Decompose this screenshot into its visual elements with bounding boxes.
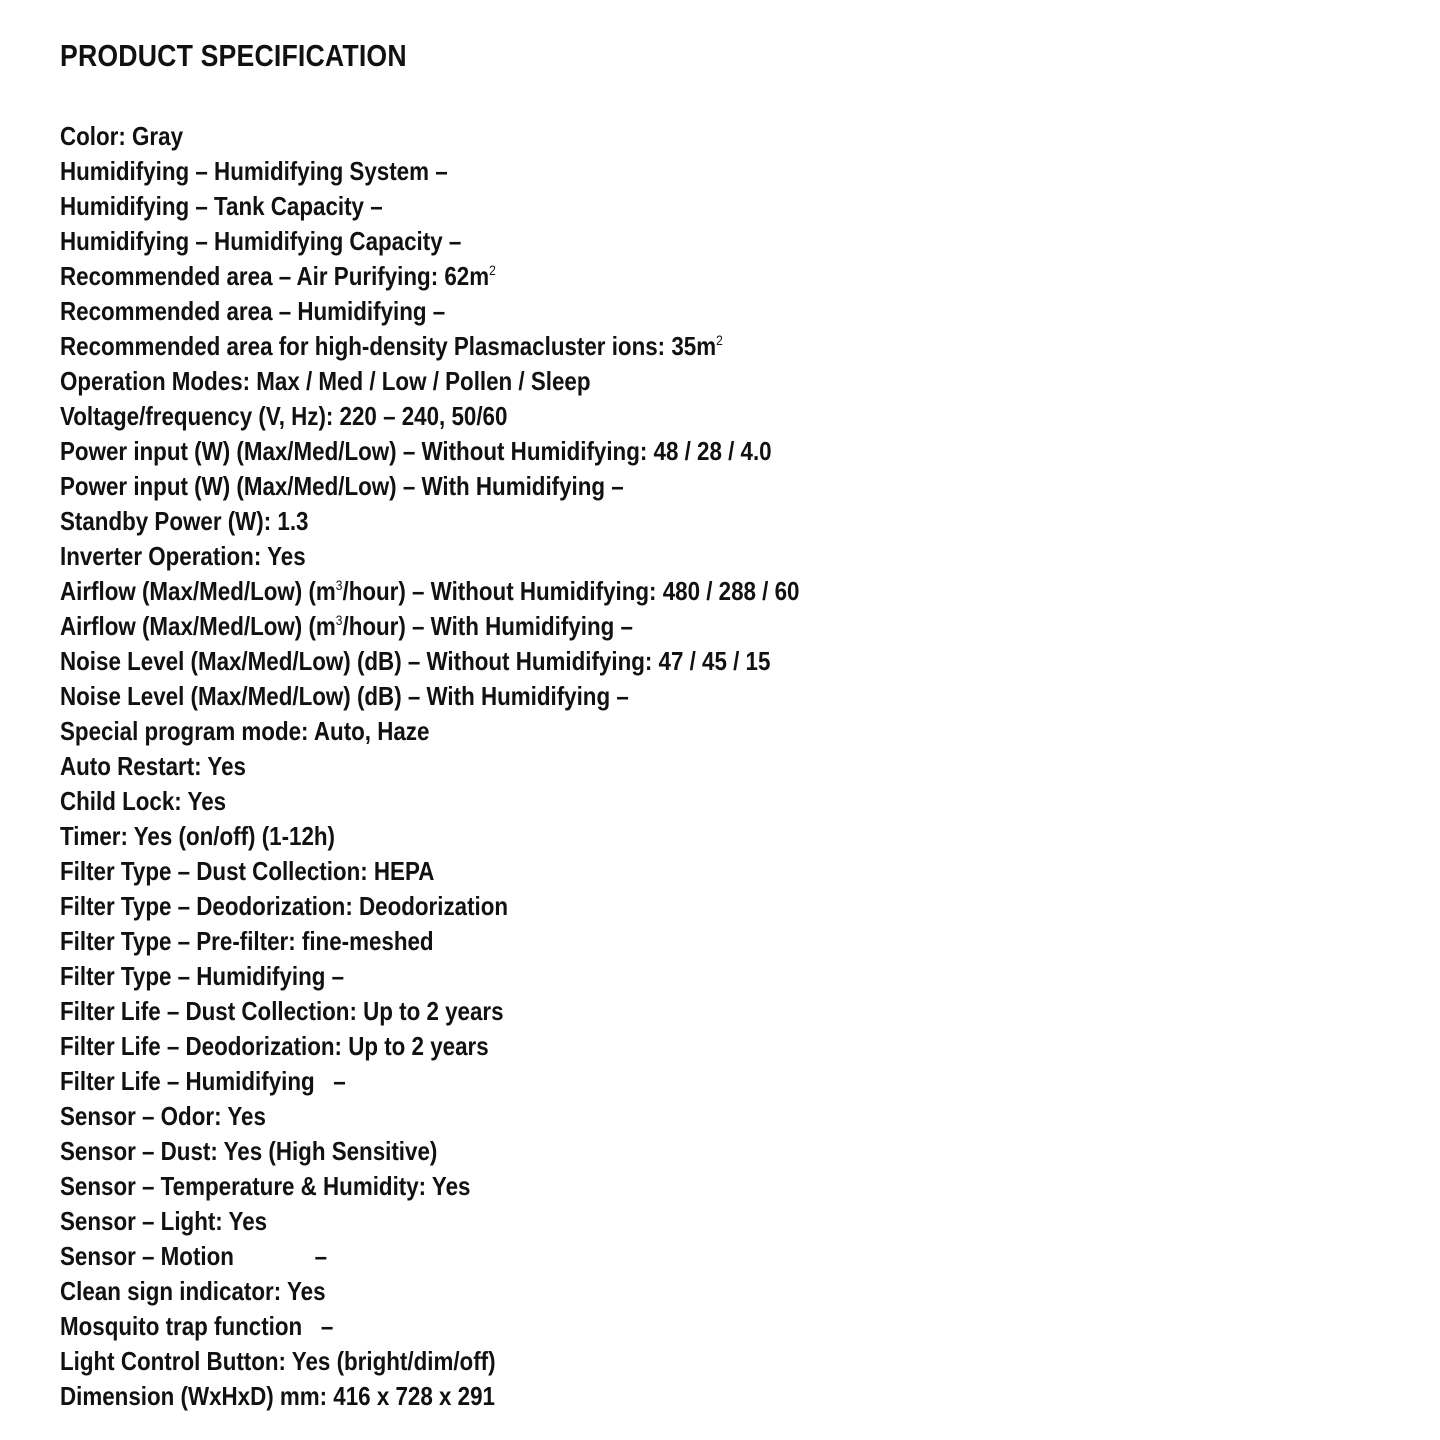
spec-item	[60, 399, 799, 434]
spec-text: Auto Restart: Yes	[60, 751, 246, 781]
spec-item	[60, 1239, 799, 1274]
spec-item	[60, 1099, 799, 1134]
page-title: PRODUCT SPECIFICATION	[60, 38, 407, 73]
spec-text-continued: /hour) – With Humidifying –	[342, 611, 633, 641]
spec-text: Filter Type – Humidifying –	[60, 961, 345, 991]
spec-text: Child Lock: Yes	[60, 786, 227, 816]
spec-text: Humidifying – Tank Capacity –	[60, 191, 383, 221]
spec-text: Sensor – Light: Yes	[60, 1206, 268, 1236]
spec-item	[60, 1274, 799, 1309]
spec-item	[60, 819, 799, 854]
spec-item	[60, 469, 799, 504]
spec-item	[60, 714, 799, 749]
spec-text: Filter Life – Deodorization: Up to 2 years	[60, 1031, 489, 1061]
spec-item	[60, 539, 799, 574]
spec-item	[60, 1204, 799, 1239]
spec-item	[60, 329, 799, 364]
spec-item	[60, 1064, 799, 1099]
spec-text: Clean sign indicator: Yes	[60, 1276, 326, 1306]
spec-item	[60, 1134, 799, 1169]
spec-item	[60, 1169, 799, 1204]
spec-item	[60, 644, 799, 679]
spec-text: Airflow (Max/Med/Low) (m	[60, 576, 336, 606]
spec-text: Voltage/frequency (V, Hz): 220 – 240, 50/60	[60, 401, 508, 431]
spec-text: Filter Life – Dust Collection: Up to 2 years	[60, 996, 504, 1026]
spec-item	[60, 434, 799, 469]
spec-item	[60, 889, 799, 924]
spec-item	[60, 119, 799, 154]
spec-text-continued: /hour) – Without Humidifying: 480 / 288 / 60	[342, 576, 800, 606]
spec-text: Power input (W) (Max/Med/Low) – Without Humidifying: 48 / 28 / 4.0	[60, 436, 772, 466]
spec-superscript: 2	[716, 332, 723, 348]
spec-item	[60, 994, 799, 1029]
spec-item	[60, 924, 799, 959]
spec-text: Color: Gray	[60, 121, 184, 151]
spec-text: Standby Power (W): 1.3	[60, 506, 309, 536]
spec-text: Recommended area for high-density Plasmacluster ions: 35m	[60, 331, 717, 361]
spec-text: Sensor – Dust: Yes (High Sensitive)	[60, 1136, 438, 1166]
spec-text: Timer: Yes (on/off) (1-12h)	[60, 821, 335, 851]
spec-text: Special program mode: Auto, Haze	[60, 716, 430, 746]
spec-item	[60, 749, 799, 784]
spec-text: Recommended area – Humidifying –	[60, 296, 446, 326]
spec-item	[60, 1029, 799, 1064]
spec-item	[60, 609, 799, 644]
spec-text: Filter Type – Pre-filter: fine-meshed	[60, 926, 434, 956]
spec-text: Humidifying – Humidifying System –	[60, 156, 448, 186]
spec-list	[60, 119, 920, 1414]
spec-text: Light Control Button: Yes (bright/dim/off)	[60, 1346, 496, 1376]
spec-text: Filter Type – Deodorization: Deodorization	[60, 891, 509, 921]
spec-text: Operation Modes: Max / Med / Low / Pollen / Sleep	[60, 366, 591, 396]
spec-text: Dimension (WxHxD) mm: 416 x 728 x 291	[60, 1381, 495, 1411]
spec-superscript: 3	[335, 612, 343, 628]
spec-text: Filter Life – Humidifying –	[60, 1066, 346, 1096]
spec-item	[60, 154, 799, 189]
spec-text: Sensor – Temperature & Humidity: Yes	[60, 1171, 471, 1201]
spec-item	[60, 959, 799, 994]
spec-text: Filter Type – Dust Collection: HEPA	[60, 856, 435, 886]
spec-superscript: 3	[335, 577, 343, 593]
spec-text: Airflow (Max/Med/Low) (m	[60, 611, 336, 641]
spec-item	[60, 364, 799, 399]
spec-item	[60, 294, 799, 329]
spec-item	[60, 679, 799, 714]
spec-item	[60, 574, 799, 609]
spec-item	[60, 259, 799, 294]
spec-item	[60, 784, 799, 819]
spec-item	[60, 854, 799, 889]
spec-item	[60, 504, 799, 539]
spec-item	[60, 1344, 799, 1379]
spec-item	[60, 189, 799, 224]
spec-text: Humidifying – Humidifying Capacity –	[60, 226, 462, 256]
spec-text: Sensor – Odor: Yes	[60, 1101, 266, 1131]
spec-item	[60, 224, 799, 259]
spec-text: Sensor – Motion –	[60, 1241, 328, 1271]
spec-superscript: 2	[489, 262, 496, 278]
spec-page	[60, 34, 1390, 1411]
spec-text: Noise Level (Max/Med/Low) (dB) – Without Humidifying: 47 / 45 / 15	[60, 646, 771, 676]
spec-item	[60, 1379, 799, 1414]
spec-text: Power input (W) (Max/Med/Low) – With Humidifying –	[60, 471, 624, 501]
spec-text: Noise Level (Max/Med/Low) (dB) – With Humidifying –	[60, 681, 629, 711]
spec-item	[60, 1309, 799, 1344]
spec-text: Inverter Operation: Yes	[60, 541, 306, 571]
spec-text: Recommended area – Air Purifying: 62m	[60, 261, 490, 291]
spec-text: Mosquito trap function –	[60, 1311, 334, 1341]
